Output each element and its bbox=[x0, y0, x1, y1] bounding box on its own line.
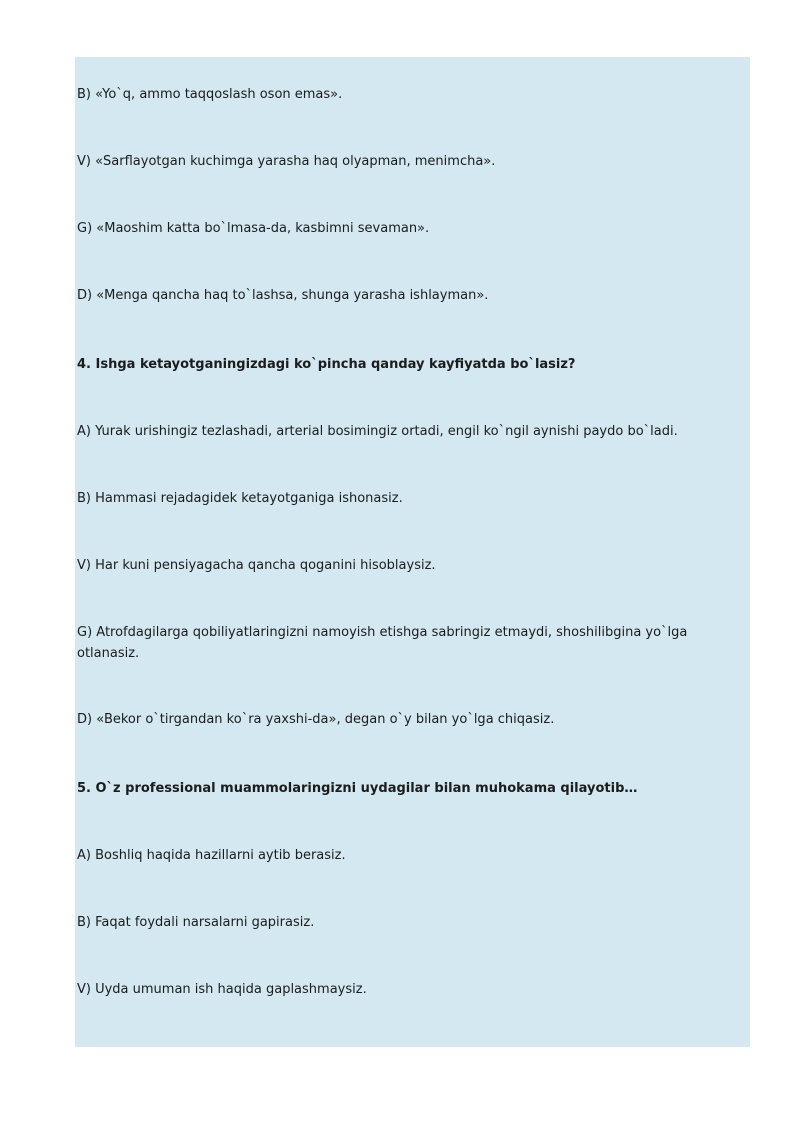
answer-option: G) «Maoshim katta bo`lmasa-da, kasbimni sevaman». bbox=[77, 221, 430, 236]
answer-option: V) Har kuni pensiyagacha qancha qoganini hisoblaysiz. bbox=[77, 558, 436, 573]
question-heading: 4. Ishga ketayotganingizdagi ko`pincha qanday kayfiyatda bo`lasiz? bbox=[77, 357, 576, 372]
content-panel bbox=[75, 57, 750, 1047]
answer-option: B) Hammasi rejadagidek ketayotganiga ishonasiz. bbox=[77, 491, 403, 506]
answer-option: B) Faqat foydali narsalarni gapirasiz. bbox=[77, 915, 315, 930]
answer-option: D) «Bekor o`tirgandan ko`ra yaxshi-da», degan o`y bilan yo`lga chiqasiz. bbox=[77, 712, 555, 727]
answer-option: A) Yurak urishingiz tezlashadi, arterial bosimingiz ortadi, engil ko`ngil aynishi paydo bo`ladi. bbox=[77, 424, 678, 439]
answer-option: A) Boshliq haqida hazillarni aytib berasiz. bbox=[77, 848, 346, 863]
answer-option: V) Uyda umuman ish haqida gaplashmaysiz. bbox=[77, 982, 367, 997]
question-heading: 5. O`z professional muammolaringizni uydagilar bilan muhokama qilayotib… bbox=[77, 781, 638, 796]
answer-option: D) «Menga qancha haq to`lashsa, shunga yarasha ishlayman». bbox=[77, 288, 489, 303]
answer-option: V) «Sarflayotgan kuchimga yarasha haq olyapman, menimcha». bbox=[77, 154, 496, 169]
answer-option: B) «Yo`q, ammo taqqoslash oson emas». bbox=[77, 87, 343, 102]
answer-option: G) Atrofdagilarga qobiliyatlaringizni namoyish etishga sabringiz etmaydi, shoshilibgina yo`lga otlanasiz. bbox=[77, 625, 688, 661]
